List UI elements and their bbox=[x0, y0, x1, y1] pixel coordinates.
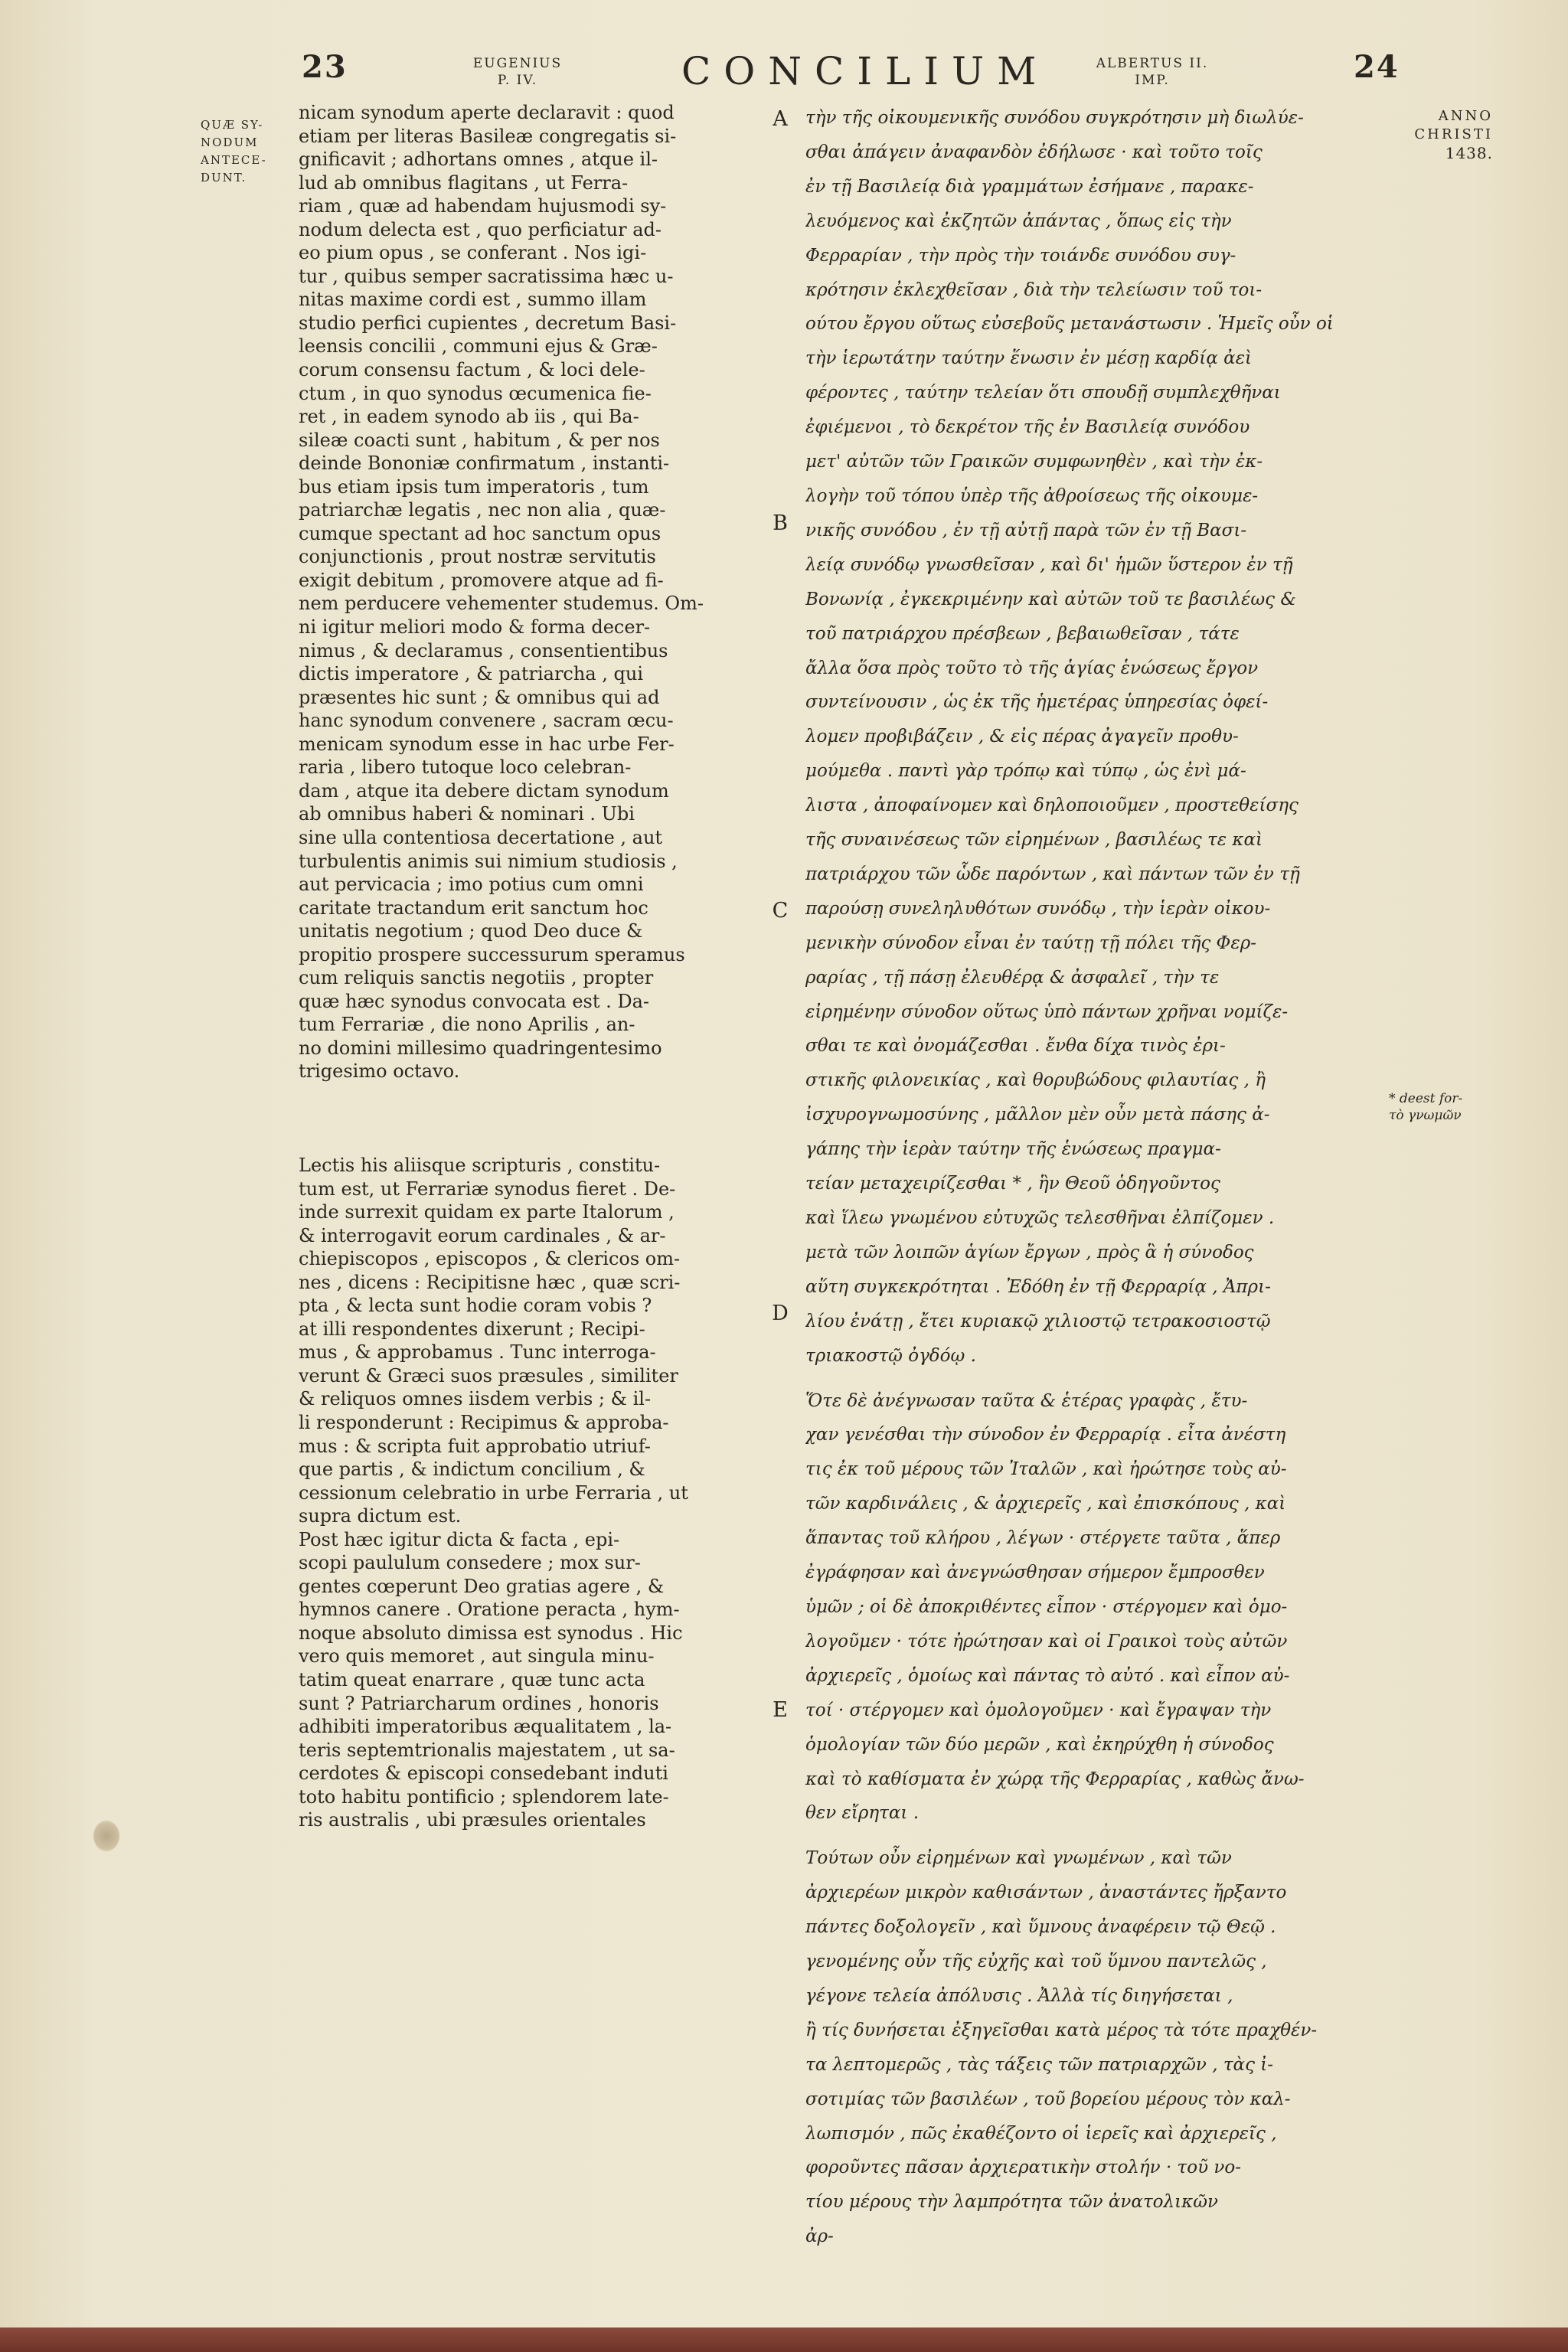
text-line: patriarchæ legatis , nec non alia , quæ- bbox=[299, 499, 666, 521]
text-line: corum consensu factum , & loci dele- bbox=[299, 359, 645, 381]
text-line: σοτιμίας τῶν βασιλέων , τοῦ βορείου μέρους τὸν καλ- bbox=[805, 2089, 1291, 2109]
text-line: Lectis his aliisque scripturis , constitu- bbox=[299, 1154, 661, 1176]
text-line: hymnos canere . Oratione peracta , hym- bbox=[299, 1599, 680, 1621]
latin-paragraph bbox=[299, 101, 749, 1083]
text-line: nimus , & declaramus , consentientibus bbox=[299, 639, 668, 662]
section-marker-a: A bbox=[773, 107, 788, 131]
running-head-right-line: ALBERTUS II. bbox=[1096, 56, 1209, 71]
text-line: ἀρ- bbox=[805, 2226, 834, 2247]
text-line: nicam synodum aperte declaravit : quod bbox=[299, 102, 675, 123]
section-marker-c: C bbox=[772, 899, 789, 923]
text-line: turbulentis animis sui nimium studiosis , bbox=[299, 850, 678, 872]
anno-year: 1438. bbox=[1445, 144, 1493, 162]
text-line: λογοῦμεν · τότε ἠρώτησαν καὶ οἱ Γραικοὶ τοὺς αὐτῶν bbox=[805, 1631, 1288, 1651]
text-line: quæ hæc synodus convocata est . Da- bbox=[299, 990, 650, 1012]
text-line: Τούτων οὖν εἰρημένων καὶ γνωμένων , καὶ τῶν bbox=[805, 1848, 1232, 1869]
text-line: exigit debitum , promovere atque ad fi- bbox=[299, 569, 664, 591]
text-line: chiepiscopos , episcopos , & clericos om- bbox=[299, 1248, 681, 1270]
text-line: τριακοστῷ ὀγδόῳ . bbox=[805, 1345, 976, 1366]
text-line: ἢ τίς δυνήσεται ἐξηγεῖσθαι κατὰ μέρος τὰ τότε πραχθέν- bbox=[805, 2020, 1318, 2040]
text-line: hanc synodum convenere , sacram œcu- bbox=[299, 710, 674, 732]
margin-note-year bbox=[1401, 107, 1493, 162]
text-line: noque absoluto dimissa est synodus . Hic bbox=[299, 1622, 683, 1644]
text-line: αὕτη συγκεκρότηται . Ἐδόθη ἐν τῇ Φερραρίᾳ , Ἀπρι- bbox=[805, 1276, 1271, 1297]
text-line: τείαν μεταχειρίζεσθαι * , ἣν Θεοῦ ὁδηγοῦντος bbox=[805, 1174, 1220, 1194]
text-line: præsentes hic sunt ; & omnibus qui ad bbox=[299, 686, 660, 708]
text-line: ni igitur meliori modo & forma decer- bbox=[299, 616, 651, 639]
text-line: inde surrexit quidam ex parte Italorum , bbox=[299, 1201, 675, 1223]
text-line: λομεν προβιβάζειν , & εἰς πέρας ἀγαγεῖν προθυ- bbox=[805, 727, 1239, 747]
margin-note-desunt bbox=[1389, 1090, 1504, 1124]
text-line: μούμεθα . παντὶ γὰρ τρόπῳ καὶ τύπῳ , ὡς ἐνὶ μά- bbox=[805, 761, 1246, 782]
text-line: συντείνουσιν , ὡς ἐκ τῆς ἡμετέρας ὑπηρεσίας ὀφεί- bbox=[805, 692, 1269, 713]
text-line: cumque spectant ad hoc sanctum opus bbox=[299, 522, 662, 544]
text-line: τῶν καρδινάλεις , & ἀρχιερεῖς , καὶ ἐπισκόπους , καὶ bbox=[805, 1494, 1286, 1514]
text-line: pta , & lecta sunt hodie coram vobis ? bbox=[299, 1295, 652, 1317]
text-line: mus : & scripta fuit approbatio utriuf- bbox=[299, 1435, 651, 1457]
text-line: ούτου ἔργου οὕτως εὐσεβοῦς μετανάστωσιν . Ἡμεῖς οὖν οἱ bbox=[805, 314, 1334, 335]
text-line: τὴν ἱερωτάτην ταύτην ἕνωσιν ἐν μέσῃ καρδίᾳ ἀεὶ bbox=[805, 348, 1253, 369]
text-line: gentes cœperunt Deo gratias agere , & bbox=[299, 1575, 665, 1597]
page-title: CONCILIUM bbox=[681, 49, 1050, 93]
text-line: tum Ferrariæ , die nono Aprilis , an- bbox=[299, 1014, 635, 1036]
text-line: tatim queat enarrare , quæ tunc acta bbox=[299, 1669, 645, 1690]
text-line: γενομένης οὖν τῆς εὐχῆς καὶ τοῦ ὕμνου παντελῶς , bbox=[805, 1952, 1267, 1972]
text-line: θεν εἴρηται . bbox=[805, 1803, 920, 1824]
text-line: ἀρχιερεῖς , ὁμοίως καὶ πάντας τὸ αὐτό . καὶ εἶπον αὐ- bbox=[805, 1665, 1290, 1686]
text-line: τῆς συναινέσεως τῶν εἰρημένων , βασιλέως τε καὶ bbox=[805, 830, 1263, 851]
text-line: unitatis negotium ; quod Deo duce & bbox=[299, 920, 643, 942]
paper-stain bbox=[93, 1821, 119, 1851]
margin-note-line: NODUM bbox=[201, 136, 259, 149]
text-line: ἄλλα ὅσα πρὸς τοῦτο τὸ τῆς ἁγίας ἑνώσεως ἔργον bbox=[805, 658, 1259, 678]
margin-note-line: DUNT. bbox=[201, 171, 247, 185]
margin-note-line: QUÆ SY- bbox=[201, 118, 264, 132]
anno-line: ANNO bbox=[1438, 108, 1493, 124]
text-line: Βονωνίᾳ , ἐγκεκριμένην καὶ αὐτῶν τοῦ τε βασιλέως & bbox=[805, 589, 1296, 609]
text-line: nem perducere vehementer studemus. Om- bbox=[299, 593, 704, 615]
text-line: mus , & approbamus . Tunc interroga- bbox=[299, 1341, 656, 1364]
text-line: ραρίας , τῇ πάσῃ ἐλευθέρᾳ & ἀσφαλεῖ , τὴν τε bbox=[805, 967, 1220, 988]
text-line: λωπισμόν , πῶς ἐκαθέζοντο οἱ ἱερεῖς καὶ ἀρχιερεῖς , bbox=[805, 2123, 1277, 2144]
text-line: trigesimo octavo. bbox=[299, 1060, 460, 1083]
text-line: li responderunt : Recipimus & approba- bbox=[299, 1411, 669, 1433]
desunt-line: τὸ γνωμῶν bbox=[1389, 1108, 1462, 1123]
text-line: deinde Bononiæ confirmatum , instanti- bbox=[299, 452, 670, 475]
greek-paragraph bbox=[805, 1384, 1364, 1831]
text-line: ὁμολογίαν τῶν δύο μερῶν , καὶ ἐκηρύχθη ἡ σύνοδος bbox=[805, 1734, 1274, 1755]
text-line: ctum , in quo synodus œcumenica fie- bbox=[299, 382, 652, 404]
text-line: λευόμενος καὶ ἐκζητῶν ἀπάντας , ὅπως εἰς τὴν bbox=[805, 211, 1232, 231]
text-line: sileæ coacti sunt , habitum , & per nos bbox=[299, 429, 660, 451]
text-line: μενικὴν σύνοδον εἶναι ἐν ταύτῃ τῇ πόλει τῆς Φερ- bbox=[805, 933, 1257, 953]
text-line: μετὰ τῶν λοιπῶν ἁγίων ἔργων , πρὸς ἃ ἡ σύνοδος bbox=[805, 1242, 1254, 1263]
text-line: teris septemtrionalis majestatem , ut sa- bbox=[299, 1739, 675, 1761]
text-line: tum est, ut Ferrariæ synodus fieret . De- bbox=[299, 1178, 676, 1200]
text-line: Post hæc igitur dicta & facta , epi- bbox=[299, 1528, 620, 1550]
text-line: & interrogavit eorum cardinales , & ar- bbox=[299, 1224, 666, 1246]
text-line: bus etiam ipsis tum imperatoris , tum bbox=[299, 475, 649, 498]
text-line: leensis concilii , communi ejus & Græ- bbox=[299, 335, 658, 358]
text-line: παρούσῃ συνεληλυθότων συνόδῳ , τὴν ἱερὰν οἰκου- bbox=[805, 898, 1271, 919]
running-head-right-line: IMP. bbox=[1135, 73, 1170, 88]
page-number-right: 24 bbox=[1354, 49, 1400, 85]
text-line: propitio prospere successurum speramus bbox=[299, 943, 685, 965]
text-line: σθαι τε καὶ ὀνομάζεσθαι . ἔνθα δίχα τινὸς ἐρι- bbox=[805, 1036, 1226, 1057]
text-line: studio perfici cupientes , decretum Basi- bbox=[299, 312, 677, 334]
text-line: vero quis memoret , aut singula minu- bbox=[299, 1645, 655, 1668]
section-marker-e: E bbox=[773, 1698, 788, 1722]
greek-paragraph bbox=[805, 1841, 1364, 2254]
text-line: tur , quibus semper sacratissima hæc u- bbox=[299, 265, 674, 287]
text-line: & reliquos omnes iisdem verbis ; & il- bbox=[299, 1388, 652, 1410]
text-line: τίου μέρους τὴν λαμπρότητα τῶν ἀνατολικῶν bbox=[805, 2192, 1218, 2213]
text-line: Φερραρίαν , τὴν πρὸς τὴν τοιάνδε συνόδου συγ- bbox=[805, 245, 1236, 266]
text-line: χαν γενέσθαι τὴν σύνοδον ἐν Φερραρίᾳ . εἶτα ἀνέστη bbox=[805, 1425, 1286, 1446]
text-line: que partis , & indictum concilium , & bbox=[299, 1459, 645, 1481]
text-line: ἐφιέμενοι , τὸ δεκρέτον τῆς ἐν Βασιλείᾳ συνόδου bbox=[805, 417, 1250, 438]
text-line: λίου ἐνάτῃ , ἔτει κυριακῷ χιλιοστῷ τετρακοσιοστῷ bbox=[805, 1311, 1271, 1331]
text-line: lud ab omnibus flagitans , ut Ferra- bbox=[299, 172, 629, 194]
text-line: γέγονε τελεία ἀπόλυσις . Ἀλλὰ τίς διηγήσεται , bbox=[805, 1985, 1233, 2006]
text-line: σθαι ἀπάγειν ἀναφανδὸν ἐδήλωσε · καὶ τοῦτο τοῖς bbox=[805, 142, 1263, 162]
text-line: πάντες δοξολογεῖν , καὶ ὕμνους ἀναφέρειν τῷ Θεῷ . bbox=[805, 1917, 1276, 1938]
text-line: supra dictum est. bbox=[299, 1505, 462, 1527]
text-line: ἐγράφησαν καὶ ἀνεγνώσθησαν σήμερον ἔμπροσθεν bbox=[805, 1563, 1265, 1583]
text-line: nodum delecta est , quo perficiatur ad- bbox=[299, 218, 662, 240]
text-line: στικῆς φιλονεικίας , καὶ θορυβώδους φιλαυτίας , ἢ bbox=[805, 1070, 1266, 1091]
text-line: ἐν τῇ Βασιλείᾳ διὰ γραμμάτων ἐσήμανε , παρακε- bbox=[805, 176, 1254, 197]
text-line: τοί · στέργομεν καὶ ὁμολογοῦμεν · καὶ ἔγραψαν τὴν bbox=[805, 1700, 1272, 1720]
text-line: τις ἐκ τοῦ μέρους τῶν Ἰταλῶν , καὶ ἠρώτησε τοὺς αὐ- bbox=[805, 1459, 1287, 1480]
text-line: scopi paululum consedere ; mox sur- bbox=[299, 1552, 641, 1574]
text-line: caritate tractandum erit sanctum hoc bbox=[299, 897, 648, 919]
text-line: καὶ ἵλεω γνωμένου εὐτυχῶς τελεσθῆναι ἐλπίζομεν . bbox=[805, 1208, 1275, 1228]
page-number-left: 23 bbox=[302, 49, 348, 85]
text-line: εἰρημένην σύνοδον οὕτως ὑπὸ πάντων χρῆναι νομίζε- bbox=[805, 1001, 1289, 1022]
margin-note-left bbox=[201, 116, 277, 187]
text-line: toto habitu pontificio ; splendorem late- bbox=[299, 1785, 669, 1808]
text-line: κρότησιν ἐκλεχθεῖσαν , διὰ τὴν τελείωσιν τοῦ τοι- bbox=[805, 279, 1263, 300]
text-line: τα λεπτομερῶς , τὰς τάξεις τῶν πατριαρχῶν , τὰς ἰ- bbox=[805, 2054, 1274, 2075]
running-head-right bbox=[1087, 55, 1217, 89]
text-line: μετ' αὐτῶν τῶν Γραικῶν συμφωνηθὲν , καὶ τὴν ἐκ- bbox=[805, 452, 1263, 472]
text-line: nes , dicens : Recipitisne hæc , quæ scri- bbox=[299, 1271, 681, 1293]
desunt-line: * deest for- bbox=[1389, 1091, 1463, 1106]
text-line: τοῦ πατριάρχου πρέσβεων , βεβαιωθεῖσαν , τάτε bbox=[805, 623, 1240, 644]
text-line: φοροῦντες πᾶσαν ἀρχιερατικὴν στολήν · τοῦ νο- bbox=[805, 2158, 1242, 2178]
text-line: γάπης τὴν ἱερὰν ταύτην τῆς ἑνώσεως πραγμα- bbox=[805, 1139, 1221, 1160]
text-line: etiam per literas Basileæ congregatis si- bbox=[299, 125, 677, 147]
text-line: menicam synodum esse in hac urbe Fer- bbox=[299, 733, 675, 755]
running-head-left-line: EUGENIUS bbox=[472, 56, 563, 71]
latin-column bbox=[299, 101, 749, 1832]
text-line: Ὅτε δὲ ἀνέγνωσαν ταῦτα & ἑτέρας γραφὰς , ἔτυ- bbox=[805, 1390, 1248, 1411]
text-line: ἅπαντας τοῦ κλήρου , λέγων · στέργετε ταῦτα , ἅπερ bbox=[805, 1528, 1281, 1549]
text-line: verunt & Græci suos præsules , similiter bbox=[299, 1364, 678, 1387]
text-line: riam , quæ ad habendam hujusmodi sy- bbox=[299, 195, 667, 217]
text-line: nitas maxime cordi est , summo illam bbox=[299, 289, 647, 311]
greek-column bbox=[805, 101, 1364, 2254]
text-line: ἀρχιερέων μικρὸν καθισάντων , ἀναστάντες ἤρξαντο bbox=[805, 1883, 1287, 1903]
text-line: no domini millesimo quadringentesimo bbox=[299, 1037, 662, 1059]
section-marker-d: D bbox=[772, 1302, 789, 1325]
running-head-left bbox=[456, 55, 579, 89]
text-line: dam , atque ita debere dictam synodum bbox=[299, 779, 669, 802]
anno-line: CHRISTI bbox=[1414, 126, 1493, 142]
text-line: cerdotes & episcopi consedebant induti bbox=[299, 1762, 668, 1785]
text-line: καὶ τὸ καθίσματα ἐν χώρᾳ τῆς Φερραρίας , καθὼς ἄνω- bbox=[805, 1769, 1305, 1789]
text-line: at illi respondentes dixerunt ; Recipi- bbox=[299, 1318, 645, 1340]
text-line: adhibiti imperatoribus æqualitatem , la- bbox=[299, 1716, 672, 1738]
running-head-left-line: P. IV. bbox=[497, 73, 538, 88]
text-line: cessionum celebratio in urbe Ferraria , ut bbox=[299, 1481, 688, 1504]
margin-note-line: ANTECE- bbox=[201, 153, 267, 167]
section-marker-b: B bbox=[773, 511, 788, 535]
text-line: πατριάρχου τῶν ὧδε παρόντων , καὶ πάντων τῶν ἐν τῇ bbox=[805, 864, 1300, 884]
greek-paragraph bbox=[805, 101, 1364, 1374]
text-line: eo pium opus , se conferant . Nos igi- bbox=[299, 242, 647, 264]
text-line: ret , in eadem synodo ab iis , qui Ba- bbox=[299, 406, 639, 428]
text-line: ris australis , ubi præsules orientales bbox=[299, 1809, 646, 1831]
text-line: aut pervicacia ; imo potius cum omni bbox=[299, 874, 644, 896]
text-line: conjunctionis , prout nostræ servitutis bbox=[299, 546, 656, 568]
text-line: λείᾳ συνόδῳ γνωσθεῖσαν , καὶ δι' ἡμῶν ὕστερον ἐν τῇ bbox=[805, 554, 1293, 575]
text-line: sine ulla contentiosa decertatione , aut bbox=[299, 826, 663, 848]
text-line: gnificavit ; adhortans omnes , atque il- bbox=[299, 149, 658, 171]
text-line: φέροντες , ταύτην τελείαν ὅτι σπουδῇ συμπλεχθῆναι bbox=[805, 383, 1281, 403]
text-line: dictis imperatore , & patriarcha , qui bbox=[299, 663, 644, 685]
text-line: λογὴν τοῦ τόπου ὑπὲρ τῆς ἀθροίσεως τῆς οἰκουμε- bbox=[805, 485, 1259, 506]
text-line: ὑμῶν ; οἱ δὲ ἀποκριθέντες εἶπον · στέργομεν καὶ ὁμο- bbox=[805, 1596, 1288, 1617]
text-line: ἰσχυρογνωμοσύνης , μᾶλλον μὲν οὖν μετὰ πάσης ἀ- bbox=[805, 1105, 1270, 1125]
text-line: sunt ? Patriarcharum ordines , honoris bbox=[299, 1692, 659, 1714]
latin-paragraph bbox=[299, 1154, 749, 1832]
book-edge bbox=[0, 2328, 1568, 2352]
text-line: νικῆς συνόδου , ἐν τῇ αὐτῇ παρὰ τῶν ἐν τῇ Βασι- bbox=[805, 520, 1247, 541]
text-line: ab omnibus haberi & nominari . Ubi bbox=[299, 803, 635, 825]
text-line: λιστα , ἀποφαίνομεν καὶ δηλοποιοῦμεν , προστεθείσης bbox=[805, 795, 1298, 816]
text-line: raria , libero tutoque loco celebran- bbox=[299, 756, 632, 779]
text-line: cum reliquis sanctis negotiis , propter bbox=[299, 967, 654, 989]
text-line: τὴν τῆς οἰκουμενικῆς συνόδου συγκρότησιν μὴ διωλύε- bbox=[805, 108, 1304, 128]
